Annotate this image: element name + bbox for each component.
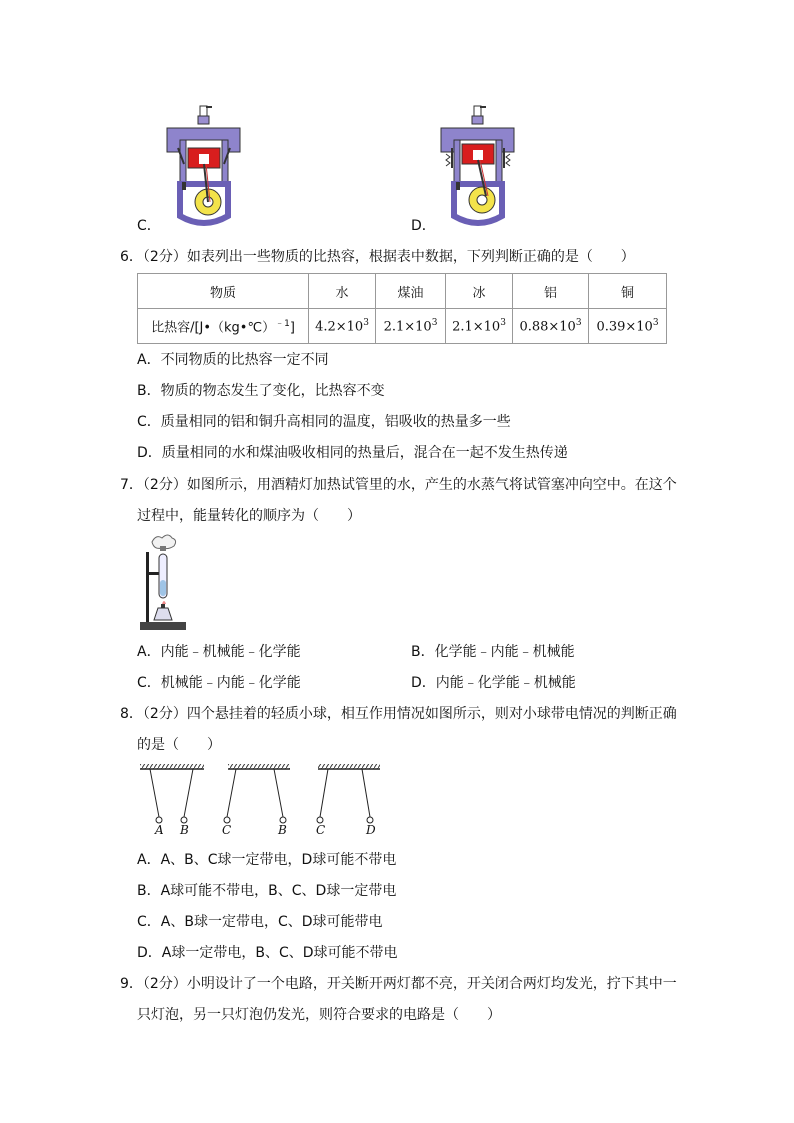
q5-option-c-letter: C． xyxy=(137,218,161,234)
table-value-cell: $0.39\times 10^3$ xyxy=(589,309,667,344)
test-tube-heating-diagram xyxy=(138,532,190,632)
q7-option-d: D．内能﹣化学能﹣机械能 xyxy=(411,675,576,691)
table-header-cell: 冰 xyxy=(446,274,513,309)
q6-option-b: B．物质的物态发生了变化，比热容不变 xyxy=(137,383,385,399)
q9-stem-line2: 只灯泡，另一只灯泡仍发光，则符合要求的电路是（ ） xyxy=(137,1007,501,1023)
table-value-row xyxy=(138,309,667,344)
q6-option-c: C．质量相同的铝和铜升高相同的温度，铝吸收的热量多一些 xyxy=(137,414,511,430)
q6-option-a: A．不同物质的比热容一定不同 xyxy=(137,352,329,368)
ball-label: C xyxy=(316,823,326,837)
q7-option-b: B．化学能﹣内能﹣机械能 xyxy=(411,644,575,660)
hanging-balls-diagram xyxy=(138,762,398,824)
q6-option-d: D．质量相同的水和煤油吸收相同的热量后，混合在一起不发生热传递 xyxy=(137,445,568,461)
specific-heat-table xyxy=(137,273,667,344)
engine-diagram-c xyxy=(162,104,248,230)
ball-label: B xyxy=(278,823,287,837)
table-value-cell: $0.88\times 10^3$ xyxy=(513,309,589,344)
ball-label: C xyxy=(222,823,232,837)
ball-label: B xyxy=(180,823,189,837)
q8-option-b: B．A球可能不带电，B、C、D球一定带电 xyxy=(137,883,397,899)
q8-option-d: D．A球一定带电，B、C、D球可能不带电 xyxy=(137,945,398,961)
q9-stem-line1: 9．（2分）小明设计了一个电路，开关断开两灯都不亮，开关闭合两灯均发光，拧下其中一 xyxy=(120,976,677,992)
table-row-label: 比热容/[J•（kg•℃）$^{﹣1}$] xyxy=(138,309,309,344)
table-header-cell: 煤油 xyxy=(376,274,446,309)
table-header-cell: 铜 xyxy=(589,274,667,309)
table-header-row xyxy=(138,274,667,309)
ball-label: D xyxy=(366,823,376,837)
q7-option-c: C．机械能﹣内能﹣化学能 xyxy=(137,675,301,691)
q8-option-c: C．A、B球一定带电，C、D球可能带电 xyxy=(137,914,383,930)
table-value-cell: $2.1\times 10^3$ xyxy=(376,309,446,344)
q8-stem-line1: 8．（2分）四个悬挂着的轻质小球，相互作用情况如图所示，则对小球带电情况的判断正确 xyxy=(120,706,677,722)
table-header-cell: 物质 xyxy=(138,274,309,309)
table-header-cell: 铝 xyxy=(513,274,589,309)
q7-option-a: A．内能﹣机械能﹣化学能 xyxy=(137,644,301,660)
table-header-cell: 水 xyxy=(309,274,376,309)
q8-stem-line2: 的是（ ） xyxy=(137,737,221,753)
ball-label: A xyxy=(155,823,164,837)
q6-stem: 6．（2分）如表列出一些物质的比热容，根据表中数据，下列判断正确的是（ ） xyxy=(120,249,635,265)
engine-diagram-d xyxy=(436,104,522,230)
q7-stem-line1: 7．（2分）如图所示，用酒精灯加热试管里的水，产生的水蒸气将试管塞冲向空中。在这个 xyxy=(120,477,677,493)
q7-stem-line2: 过程中，能量转化的顺序为（ ） xyxy=(137,508,361,524)
table-value-cell: $4.2\times 10^3$ xyxy=(309,309,376,344)
q5-option-d-letter: D． xyxy=(411,218,436,234)
q8-option-a: A．A、B、C球一定带电，D球可能不带电 xyxy=(137,852,397,868)
table-value-cell: $2.1\times 10^3$ xyxy=(446,309,513,344)
